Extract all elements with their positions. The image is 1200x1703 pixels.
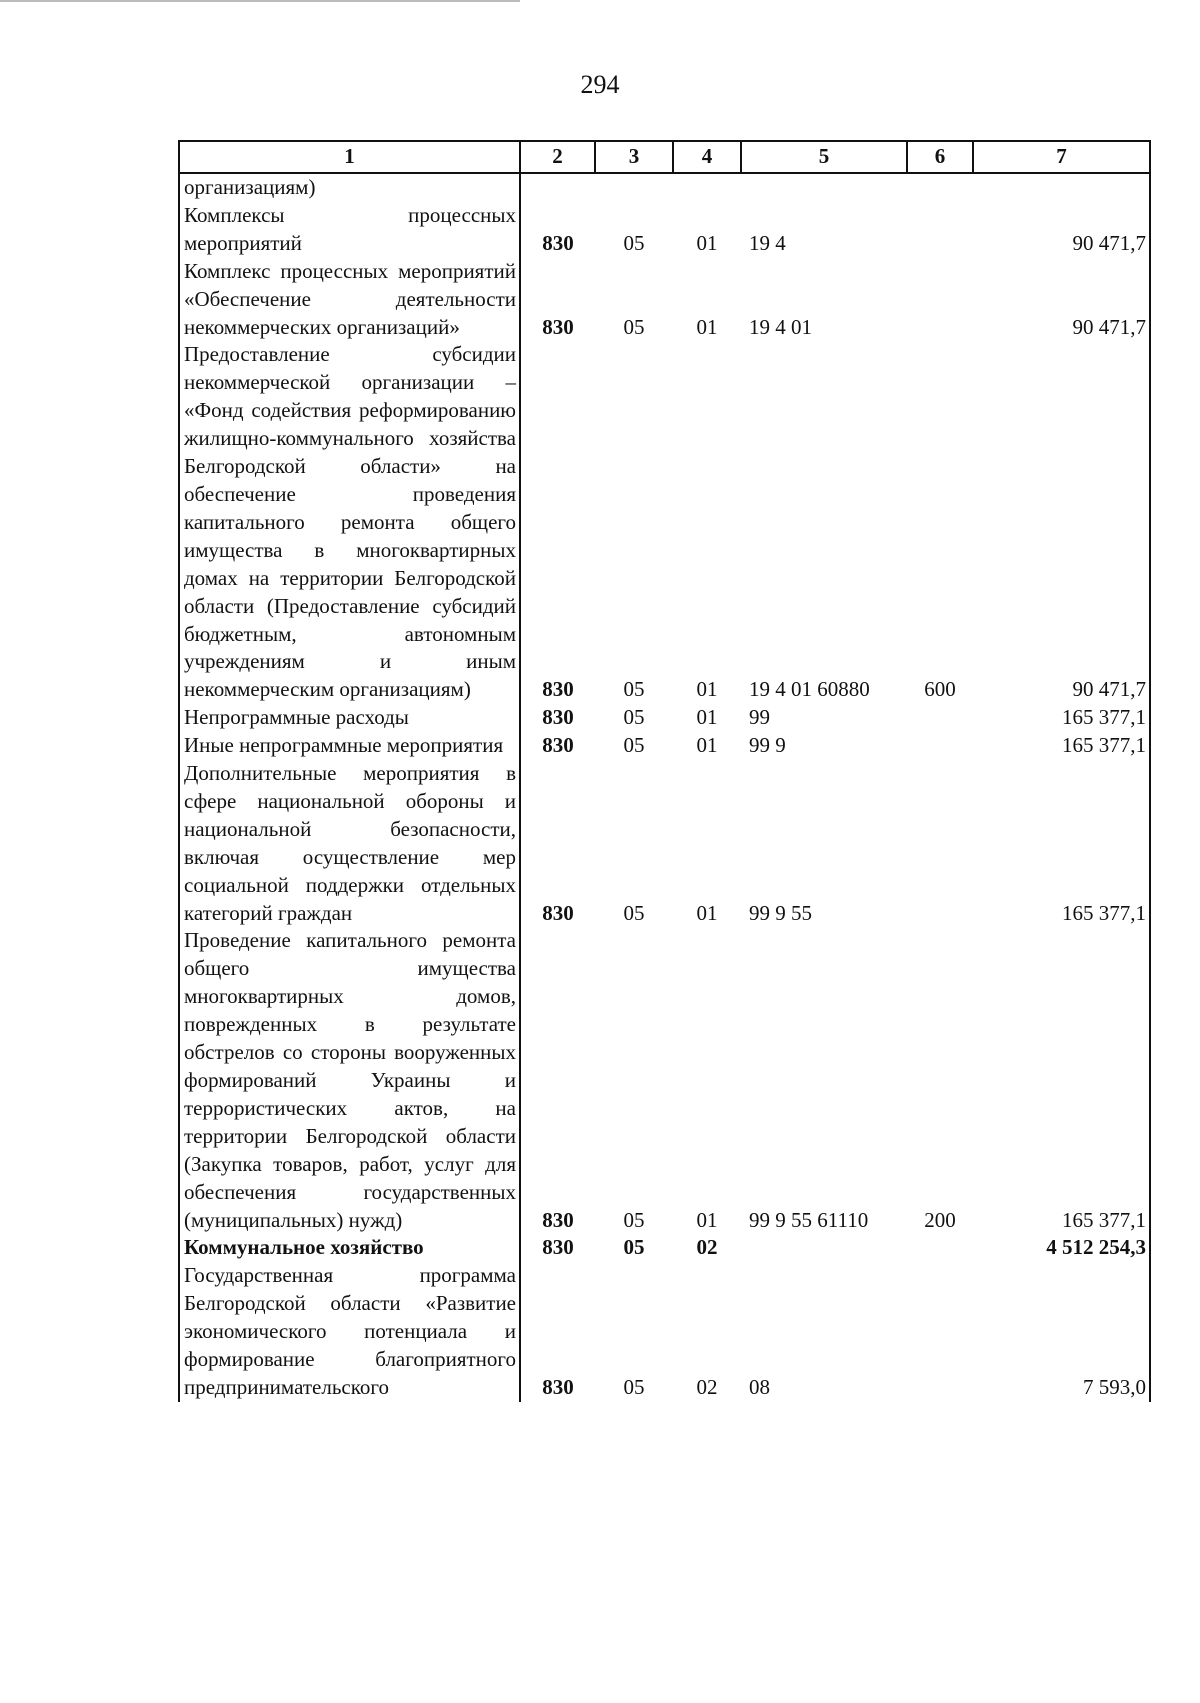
row-amount: 165 377,1 — [973, 704, 1150, 732]
row-code-subsection: 01 — [696, 733, 718, 758]
row-code-expense-type — [907, 202, 973, 258]
row-code-subsection: 01 — [696, 230, 718, 255]
table-body — [179, 173, 1150, 1402]
row-code-ministry: 830 — [520, 927, 595, 1234]
header-col-1: 1 — [179, 141, 520, 173]
row-code-target-article: 19 4 01 — [749, 314, 812, 339]
row-code-ministry: 830 — [520, 341, 595, 704]
row-code-expense-type: 200 — [924, 1207, 956, 1232]
table-row — [179, 1262, 1150, 1402]
table-row — [179, 927, 1150, 1234]
row-code-section: 05 — [623, 1207, 645, 1232]
table-row — [179, 760, 1150, 927]
row-code-section: 05 — [623, 677, 645, 702]
row-name: Непрограммные расходы — [179, 704, 520, 732]
table-row — [179, 704, 1150, 732]
row-code-subsection: 01 — [696, 900, 718, 925]
page-number: 294 — [580, 70, 620, 99]
row-code-ministry: 830 — [520, 202, 595, 258]
row-code-subsection: 01 — [696, 677, 718, 702]
table-row — [179, 173, 1150, 202]
scan-edge — [0, 0, 520, 2]
row-code-subsection: 01 — [696, 314, 718, 339]
row-code-expense-type — [907, 173, 973, 202]
row-code-section: 05 — [623, 705, 645, 730]
row-code-ministry: 830 — [520, 704, 595, 732]
row-amount: 165 377,1 — [973, 927, 1150, 1234]
row-amount: 4 512 254,3 — [973, 1234, 1150, 1262]
row-code-target-article: 99 9 55 61110 — [749, 1207, 869, 1232]
header-col-3: 3 — [595, 141, 673, 173]
row-code-expense-type — [907, 704, 973, 732]
header-col-7: 7 — [973, 141, 1150, 173]
header-row — [179, 141, 1150, 173]
row-amount: 90 471,7 — [973, 258, 1150, 342]
row-code-target-article — [741, 1234, 907, 1262]
row-code-subsection — [673, 173, 741, 202]
row-code-expense-type — [907, 732, 973, 760]
header-col-2: 2 — [520, 141, 595, 173]
table-row — [179, 341, 1150, 704]
row-name: организациям) — [179, 173, 520, 202]
row-code-ministry: 830 — [520, 258, 595, 342]
row-amount: 165 377,1 — [973, 760, 1150, 927]
row-code-target-article: 08 — [749, 1374, 770, 1399]
row-code-target-article — [741, 173, 907, 202]
row-code-subsection: 02 — [696, 1374, 718, 1399]
table-row — [179, 732, 1150, 760]
row-code-expense-type — [907, 258, 973, 342]
row-code-section — [595, 173, 673, 202]
row-name: Проведение капитального ремонта общего имущества многоквартирных домов, поврежденных в результате обстрелов со стороны вооруженных формирований Украины и террористических актов, на территории Белгородской области (Закупка товаров, работ, услуг для обеспечения государственных (муниципальных) нужд) — [179, 927, 520, 1234]
table-row — [179, 258, 1150, 342]
row-code-ministry: 830 — [520, 1234, 595, 1262]
row-code-target-article: 99 9 — [749, 733, 786, 758]
row-name: Дополнительные мероприятия в сфере национальной обороны и национальной безопасности, включая осуществление мер социальной поддержки отдельных категорий граждан — [179, 760, 520, 927]
row-code-ministry — [520, 173, 595, 202]
row-code-ministry: 830 — [520, 760, 595, 927]
row-code-section: 05 — [623, 314, 645, 339]
row-code-expense-type — [907, 1262, 973, 1402]
row-code-target-article: 99 — [749, 705, 770, 730]
row-code-section: 05 — [623, 1374, 645, 1399]
row-code-section: 05 — [623, 900, 645, 925]
row-code-subsection: 01 — [696, 1207, 718, 1232]
table-row — [179, 202, 1150, 258]
row-code-expense-type: 600 — [924, 677, 956, 702]
row-amount: 7 593,0 — [973, 1262, 1150, 1402]
header-col-5: 5 — [741, 141, 907, 173]
table-row — [179, 1234, 1150, 1262]
row-amount: 90 471,7 — [973, 341, 1150, 704]
row-code-expense-type — [907, 760, 973, 927]
header-col-4: 4 — [673, 141, 741, 173]
row-name: Комплекс процессных мероприятий «Обеспечение деятельности некоммерческих организаций» — [179, 258, 520, 342]
row-name: Иные непрограммные мероприятия — [179, 732, 520, 760]
row-code-expense-type — [907, 1234, 973, 1262]
row-code-section: 05 — [623, 230, 645, 255]
row-amount — [973, 173, 1150, 202]
row-amount: 165 377,1 — [973, 732, 1150, 760]
row-amount: 90 471,7 — [973, 202, 1150, 258]
row-code-target-article: 19 4 01 60880 — [749, 677, 870, 702]
row-code-subsection: 01 — [696, 705, 718, 730]
row-name: Комплексы процессных мероприятий — [179, 202, 520, 258]
row-code-target-article: 19 4 — [749, 230, 786, 255]
row-name: Государственная программа Белгородской области «Развитие экономического потенциала и формирование благоприятного предпринимательского — [179, 1262, 520, 1402]
header-col-6: 6 — [907, 141, 973, 173]
row-name: Коммунальное хозяйство — [179, 1234, 520, 1262]
row-code-ministry: 830 — [520, 732, 595, 760]
budget-table — [178, 140, 1151, 1402]
row-code-section: 05 — [623, 1235, 645, 1260]
row-name: Предоставление субсидии некоммерческой организации – «Фонд содействия реформированию жилищно-коммунального хозяйства Белгородской области» на обеспечение проведения капитального ремонта общего имущества в многоквартирных домах на территории Белгородской области (Предоставление субсидий бюджетным, автономным учреждениям и иным некоммерческим организациям) — [179, 341, 520, 704]
row-code-subsection: 02 — [696, 1235, 718, 1260]
row-code-target-article: 99 9 55 — [749, 900, 812, 925]
row-code-ministry: 830 — [520, 1262, 595, 1402]
row-code-section: 05 — [623, 733, 645, 758]
